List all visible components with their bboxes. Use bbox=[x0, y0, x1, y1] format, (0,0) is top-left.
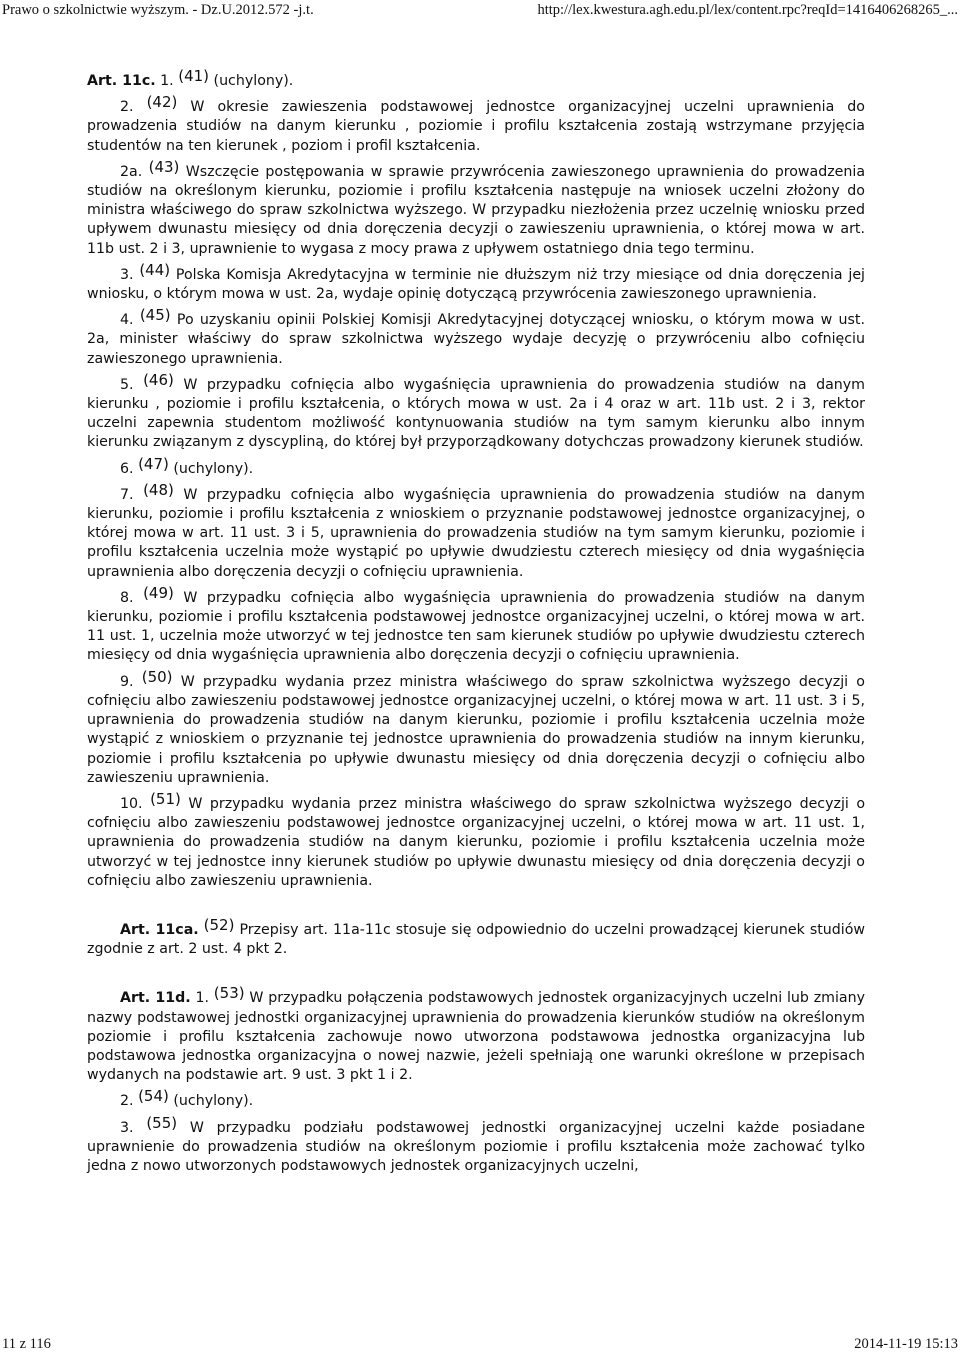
footnote-ref[interactable]: (44) bbox=[139, 260, 171, 279]
document-body bbox=[87, 67, 866, 1176]
item-text: W przypadku wydania przez ministra właściwego do spraw szkolnictwa wyższego decyzji o cofnięciu albo zawieszeniu podstawowej jednostce organizacyjnej uczelni, o której mowa w art. 11 ust. 1, uprawnienia do prowadzenia studiów na danym kierunku, poziomie i profilu kształcenia uczelnia może utworzyć w tej jednostce inny kierunek studiów po upływie dwunastu miesięcy od dnia doręczenia decyzji o cofnięciu albo zawieszeniu uprawnienia. bbox=[87, 795, 865, 889]
footnote-ref[interactable]: (55) bbox=[146, 1113, 178, 1132]
art11c-item-7 bbox=[87, 480, 865, 582]
item-number: 5. bbox=[120, 376, 134, 393]
item-number: 2. bbox=[120, 99, 134, 116]
item-number: 3. bbox=[120, 1119, 134, 1136]
item-text: (uchylony). bbox=[213, 73, 294, 89]
footnote-ref[interactable]: (53) bbox=[213, 984, 245, 1003]
art11c-item-4 bbox=[87, 306, 866, 369]
footnote-ref[interactable]: (46) bbox=[143, 370, 174, 389]
document-url[interactable]: http://lex.kwestura.agh.edu.pl/lex/content.rpc?reqId=1416406268265_... bbox=[537, 2, 958, 18]
art11c-item-9 bbox=[87, 667, 865, 788]
footnote-ref[interactable]: (42) bbox=[146, 93, 178, 112]
footnote-ref[interactable]: (50) bbox=[141, 667, 173, 686]
item-text: W przypadku połączenia podstawowych jednostek organizacyjnych uczelni lub zmiany nazwy podstawowej jednostki organizacyjnej uprawnienia do prowadzenia kierunków studiów na określonym poziomie i profilu kształcenia zachowuje nowo utworzona podstawowa jednostka organizacyjna lub podstawowa jednostka organizacyjna o nowej nazwie, jeżeli spełniają one warunki określone w przepisach wydanych na podstawie art. 9 ust. 3 pkt 1 i 2. bbox=[87, 990, 865, 1084]
footnote-ref[interactable]: (41) bbox=[178, 67, 210, 85]
item-number: 2a. bbox=[120, 163, 143, 180]
item-text: Polska Komisja Akredytacyjna w terminie nie dłuższym niż trzy miesiące od dnia doręczenia jej wniosku, o którym mowa w ust. 2a, wydaje opinię dotyczącą przywrócenia zawieszonego uprawnienia. bbox=[87, 266, 865, 303]
item-text: W przypadku cofnięcia albo wygaśnięcia uprawnienia do prowadzenia studiów na danym kierunku , poziomie i profilu kształcenia, o których mowa w ust. 2a i 4 oraz w art. 11b ust. 2 i 3, rektor uczelni zapewnia studentom możliwość kontynuowania studiów na tym samym kierunku albo innym kierunku związanym z dyscypliną, do której był przyporządkowany dotychczas prowadzony kierunek studiów. bbox=[87, 376, 865, 451]
footnote-ref[interactable]: (49) bbox=[143, 583, 174, 602]
footnote-ref[interactable]: (47) bbox=[138, 454, 169, 473]
item-number: 1. bbox=[160, 73, 174, 89]
item-text: W przypadku cofnięcia albo wygaśnięcia uprawnienia do prowadzenia studiów na danym kierunku, poziomie i profilu kształcenia z wnioskiem o przyznanie podstawowej jednostce organizacyjnej, o której mowa w art. 11 ust. 3 i 5, uprawnienia do prowadzenia studiów na tym samym kierunku, poziomie i profilu kształcenia uczelnia może wystąpić po upływie dwudziestu czterech miesięcy od dnia wygaśnięcia uprawnienia albo doręczenia decyzji o cofnięciu uprawnienia. bbox=[87, 486, 865, 580]
page-counter: 11 z 116 bbox=[2, 1336, 51, 1352]
art11c-item-2a bbox=[87, 157, 866, 259]
item-text: (uchylony). bbox=[173, 1093, 254, 1110]
item-text: (uchylony). bbox=[173, 460, 254, 477]
art11c-item-6 bbox=[87, 454, 865, 479]
item-number: 9. bbox=[120, 673, 134, 690]
document-title: Prawo o szkolnictwie wyższym. - Dz.U.2012.572 -j.t. bbox=[2, 2, 314, 18]
art11d-item-3 bbox=[87, 1113, 865, 1177]
footnote-ref[interactable]: (52) bbox=[203, 915, 235, 934]
item-text: Wszczęcie postępowania w sprawie przywrócenia zawieszonego uprawnienia do prowadzenia studiów na określonym kierunku, poziomie i profilu kształcenia następuje na wniosek uczelni złożony do ministra właściwego do spraw szkolnictwa wyższego. W przypadku niezłożenia przez uczelnię wniosku przed upływem dwunastu miesięcy od dnia doręczenia decyzji o zawieszeniu uprawnienia, o której mowa w art. 11b ust. 2 i 3, uprawnienie to wygasa z mocy prawa z upływem ostatniego dnia tego terminu. bbox=[87, 163, 866, 257]
print-datetime: 2014-11-19 15:13 bbox=[854, 1336, 958, 1352]
art11c-item-8 bbox=[87, 583, 865, 666]
item-number: 10. bbox=[120, 795, 143, 812]
art11c-item-2 bbox=[87, 93, 865, 156]
footnote-ref[interactable]: (48) bbox=[143, 480, 174, 499]
footnote-ref[interactable]: (43) bbox=[148, 157, 180, 176]
item-text: W przypadku wydania przez ministra właściwego do spraw szkolnictwa wyższego decyzji o cofnięciu albo zawieszeniu podstawowej jednostce organizacyjnej uczelni, o której mowa w art. 11 ust. 3 i 5, uprawnienia do prowadzenia studiów na danym kierunku, poziomie i profilu kształcenia uczelnia może wystąpić z wnioskiem o przyznanie tej jednostce uprawnienia do prowadzenia studiów na innym kierunku, poziomie i profilu kształcenia po upływie dwunastu miesięcy od dnia doręczenia decyzji o cofnięciu albo zawieszeniu uprawnienia. bbox=[87, 673, 865, 786]
footnote-ref[interactable]: (51) bbox=[150, 789, 181, 808]
item-text: Przepisy art. 11a-11c stosuje się odpowiednio do uczelni prowadzącej kierunek studiów zgodnie z art. 2 ust. 4 pkt 2. bbox=[87, 921, 865, 958]
item-number: 8. bbox=[120, 589, 134, 606]
article-heading: Art. 11ca. bbox=[120, 921, 199, 938]
item-text: W okresie zawieszenia podstawowej jednostce organizacyjnej uczelni uprawnienia do prowadzenia studiów na danym kierunku , poziomie i profilu kształcenia zostają wstrzymane przyjęcia studentów na ten kierunek , poziom i profil kształcenia. bbox=[87, 99, 865, 154]
art11c-item-5 bbox=[87, 370, 865, 453]
article-heading: Art. 11c. bbox=[87, 73, 156, 89]
art11ca bbox=[87, 915, 865, 959]
item-text: W przypadku cofnięcia albo wygaśnięcia uprawnienia do prowadzenia studiów na danym kierunku, poziomie i profilu kształcenia podstawowej jednostce organizacyjnej uczelni, o której mowa w art. 11 ust. 1, uczelnia może utworzyć w tej jednostce ten sam kierunek studiów po upływie dwudziestu czterech miesięcy od dnia wygaśnięcia uprawnienia albo doręczenia decyzji o cofnięciu uprawnienia. bbox=[87, 589, 865, 664]
item-number: 1. bbox=[195, 990, 209, 1007]
footnote-ref[interactable]: (45) bbox=[139, 306, 171, 325]
item-number: 3. bbox=[120, 266, 134, 283]
item-text: Po uzyskaniu opinii Polskiej Komisji Akredytacyjnej dotyczącej wniosku, o którym mowa w ust. 2a, minister właściwy do spraw szkolnictwa wyższego wydaje decyzję o przywróceniu albo cofnięciu zawieszonego uprawnienia. bbox=[87, 312, 866, 367]
art11d-item-1 bbox=[87, 984, 865, 1085]
footnote-ref[interactable]: (54) bbox=[138, 1087, 169, 1106]
article-heading: Art. 11d. bbox=[120, 990, 191, 1007]
item-number: 4. bbox=[120, 312, 134, 329]
item-number: 7. bbox=[120, 486, 134, 503]
art11c-item-3 bbox=[87, 260, 865, 304]
page-header bbox=[0, 2, 960, 22]
item-number: 6. bbox=[120, 460, 134, 477]
art11d-item-2 bbox=[87, 1087, 865, 1111]
item-number: 2. bbox=[120, 1093, 134, 1110]
page-footer bbox=[0, 1336, 960, 1354]
item-text: W przypadku podziału podstawowej jednostki organizacyjnej uczelni każde posiadane uprawnienie do prowadzenia studiów na określonym poziomie i profilu kształcenia może zachować tylko jedna z nowo utworzonych podstawowych jednostek organizacyjnych uczelni, bbox=[87, 1119, 865, 1174]
art11c-item-10 bbox=[87, 789, 865, 891]
art11c-item-1 bbox=[87, 67, 865, 91]
